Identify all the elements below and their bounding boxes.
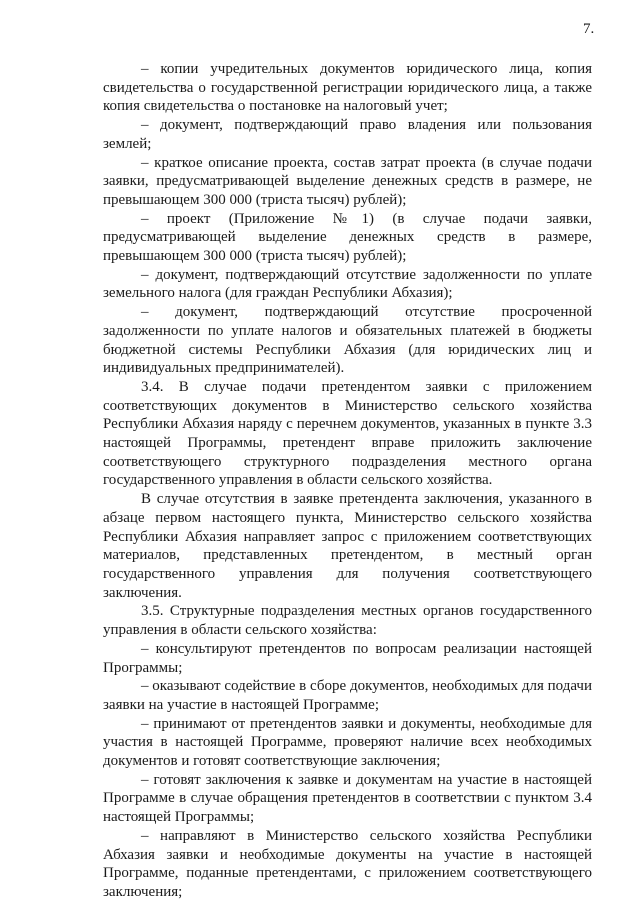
page-number: 7. bbox=[583, 21, 595, 37]
paragraph-3-4: 3.4. В случае подачи претендентом заявки с приложением соответствующих документов в Министерство сельского хозяйства Республики Абхазия наряду с перечнем документов, указанных в пункте 3.3 настоящей Программы, претендент вправе приложить заключение соответствующего структурного подразделения местного органа государственного управления в области сельского хозяйства. bbox=[103, 378, 592, 489]
paragraph-submit: – направляют в Министерство сельского хозяйства Республики Абхазия заявки и необходимые документы на участие в настоящей Программе, поданные претендентами, с приложением соответствующего заключения; bbox=[103, 827, 592, 900]
document-body bbox=[103, 60, 592, 902]
paragraph-founding-docs: – копии учредительных документов юридического лица, копия свидетельства о государственной регистрации юридического лица, а также копия свидетельства о постановке на налоговый учет; bbox=[103, 61, 592, 115]
paragraph-3-5: 3.5. Структурные подразделения местных органов государственного управления в области сельского хозяйства: bbox=[103, 603, 592, 639]
paragraph-land-rights: – документ, подтверждающий право владения или пользования землей; bbox=[103, 117, 592, 152]
paragraph-accept: – принимают от претендентов заявки и документы, необходимые для участия в настоящей Программе, проверяют наличие всех необходимых документов и готовят соответствующие заключения; bbox=[103, 715, 592, 770]
paragraph-consult: – консультируют претендентов по вопросам реализации настоящей Программы; bbox=[103, 640, 592, 676]
paragraph-project-appendix: – проект (Приложение №1) (в случае подачи заявки, предусматривающей выделение денежных средств в размере, превышающем 300 000 (триста тысяч) рублей); bbox=[103, 210, 592, 265]
paragraph-tax-arrears: – документ, подтверждающий отсутствие просроченной задолженности по уплате налогов и обязательных платежей в бюджеты бюджетной системы Республики Абхазия (для юридических лиц и индивидуальных предпринимателей). bbox=[103, 304, 592, 377]
paragraph-3-4-absence: В случае отсутствия в заявке претендента заключения, указанного в абзаце первом настоящего пункта, Министерство сельского хозяйства Республики Абхазия направляет запрос с приложением соответствующих материалов, представленных претендентом, в местный орган государственного управления для получения соответствующего заключения. bbox=[103, 491, 592, 601]
paragraph-project-summary: – краткое описание проекта, состав затрат проекта (в случае подачи заявки, предусматривающей выделение денежных средств в размере, не превышающем 300 000 (триста тысяч) рублей); bbox=[103, 154, 592, 208]
paragraph-assist: – оказывают содействие в сборе документов, необходимых для подачи заявки на участие в настоящей Программе; bbox=[103, 678, 592, 713]
paragraph-land-tax: – документ, подтверждающий отсутствие задолженности по уплате земельного налога (для граждан Республики Абхазия); bbox=[103, 266, 592, 302]
paragraph-prepare: – готовят заключения к заявке и документам на участие в настоящей Программе в случае обращения претендентов в соответствии с пунктом 3.4 настоящей Программы; bbox=[103, 771, 592, 826]
